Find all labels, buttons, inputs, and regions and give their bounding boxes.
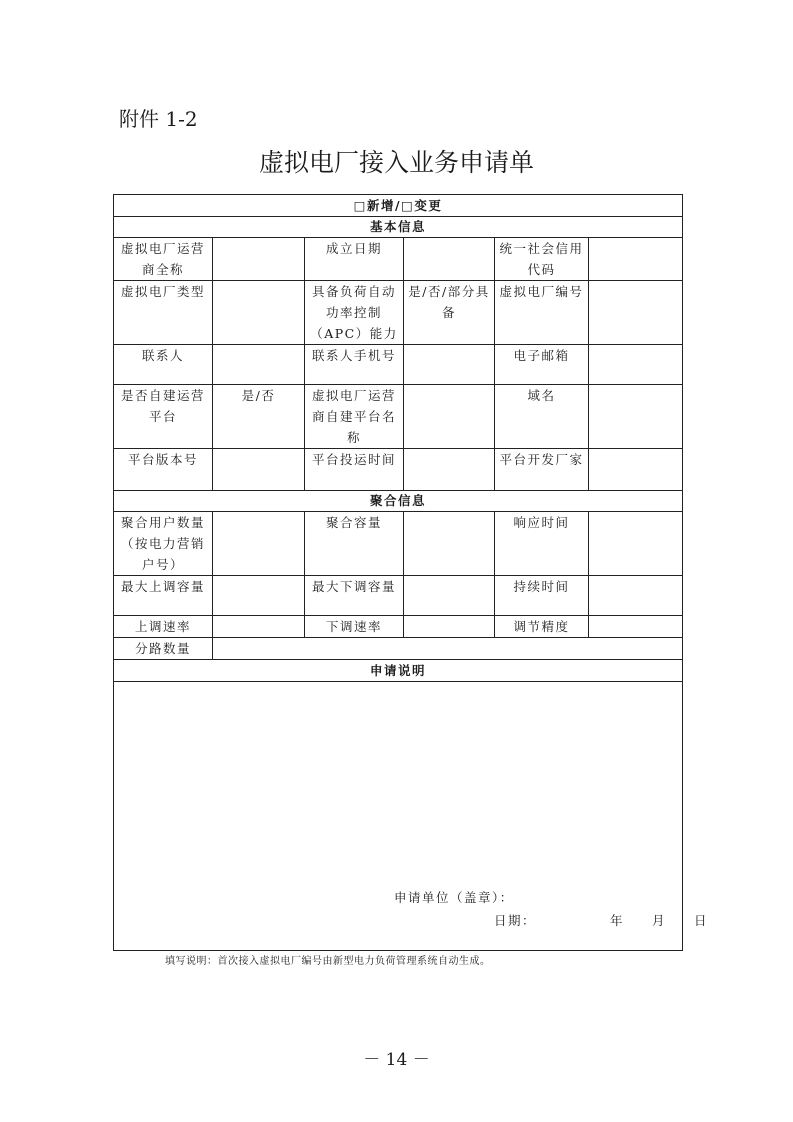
label-establish-date: 成立日期 xyxy=(305,238,404,281)
label-down-rate: 下调速率 xyxy=(305,616,404,638)
label-vpp-number: 虚拟电厂编号 xyxy=(495,281,589,345)
field-operator-name[interactable] xyxy=(213,238,305,281)
label-platform-launch-time: 平台投运时间 xyxy=(305,449,404,491)
label-response-time: 响应时间 xyxy=(495,512,589,576)
label-platform-version: 平台版本号 xyxy=(114,449,213,491)
request-type-row[interactable]: □新增/□变更 xyxy=(114,195,683,217)
label-credit-code: 统一社会信用代码 xyxy=(495,238,589,281)
field-branch-count[interactable] xyxy=(213,638,683,660)
field-contact-phone[interactable] xyxy=(404,345,495,385)
page-title: 虚拟电厂接入业务申请单 xyxy=(258,148,534,177)
month-label: 月 xyxy=(652,913,667,928)
attachment-label: 附件 1-2 xyxy=(119,107,198,131)
application-description-area[interactable] xyxy=(114,682,709,951)
date-label: 日期： xyxy=(494,913,537,928)
label-adjust-accuracy: 调节精度 xyxy=(495,616,589,638)
fill-instruction-note: 填写说明：首次接入虚拟电厂编号由新型电力负荷管理系统自动生成。 xyxy=(165,956,491,967)
label-max-up-capacity: 最大上调容量 xyxy=(114,576,213,616)
field-max-down-capacity[interactable] xyxy=(404,576,495,616)
label-email: 电子邮箱 xyxy=(495,345,589,385)
field-apc-capability[interactable]: 是/否/部分具备 xyxy=(404,281,495,345)
label-duration: 持续时间 xyxy=(495,576,589,616)
application-form-table xyxy=(113,194,709,951)
field-down-rate[interactable] xyxy=(404,616,495,638)
applicant-stamp-label: 申请单位（盖章）： xyxy=(394,890,514,905)
field-duration[interactable] xyxy=(589,576,683,616)
field-credit-code[interactable] xyxy=(589,238,683,281)
field-adjust-accuracy[interactable] xyxy=(589,616,683,638)
field-self-platform[interactable]: 是/否 xyxy=(213,385,305,449)
label-vpp-type: 虚拟电厂类型 xyxy=(114,281,213,345)
field-contact[interactable] xyxy=(213,345,305,385)
field-platform-developer[interactable] xyxy=(589,449,683,491)
field-self-platform-name[interactable] xyxy=(404,385,495,449)
label-contact: 联系人 xyxy=(114,345,213,385)
day-label: 日 xyxy=(694,913,709,928)
label-contact-phone: 联系人手机号 xyxy=(305,345,404,385)
field-platform-launch-time[interactable] xyxy=(404,449,495,491)
field-up-rate[interactable] xyxy=(213,616,305,638)
year-label: 年 xyxy=(610,913,625,928)
field-email[interactable] xyxy=(589,345,683,385)
label-branch-count: 分路数量 xyxy=(114,638,213,660)
section-basic-info: 基本信息 xyxy=(114,217,683,238)
field-max-up-capacity[interactable] xyxy=(213,576,305,616)
field-vpp-type[interactable] xyxy=(213,281,305,345)
page-number: － 14 － xyxy=(363,1050,430,1070)
label-operator-name: 虚拟电厂运营商全称 xyxy=(114,238,213,281)
section-aggregate-info: 聚合信息 xyxy=(114,491,683,512)
label-self-platform: 是否自建运营平台 xyxy=(114,385,213,449)
field-establish-date[interactable] xyxy=(404,238,495,281)
section-application: 申请说明 xyxy=(114,660,683,682)
field-aggregate-capacity[interactable] xyxy=(404,512,495,576)
field-user-count[interactable] xyxy=(213,512,305,576)
label-max-down-capacity: 最大下调容量 xyxy=(305,576,404,616)
label-up-rate: 上调速率 xyxy=(114,616,213,638)
label-user-count: 聚合用户数量（按电力营销户号） xyxy=(114,512,213,576)
field-platform-version[interactable] xyxy=(213,449,305,491)
label-self-platform-name: 虚拟电厂运营商自建平台名称 xyxy=(305,385,404,449)
label-platform-developer: 平台开发厂家 xyxy=(495,449,589,491)
field-vpp-number[interactable] xyxy=(589,281,683,345)
label-apc-capability: 具备负荷自动功率控制（APC）能力 xyxy=(305,281,404,345)
field-response-time[interactable] xyxy=(589,512,683,576)
label-domain: 域名 xyxy=(495,385,589,449)
field-domain[interactable] xyxy=(589,385,683,449)
label-aggregate-capacity: 聚合容量 xyxy=(305,512,404,576)
